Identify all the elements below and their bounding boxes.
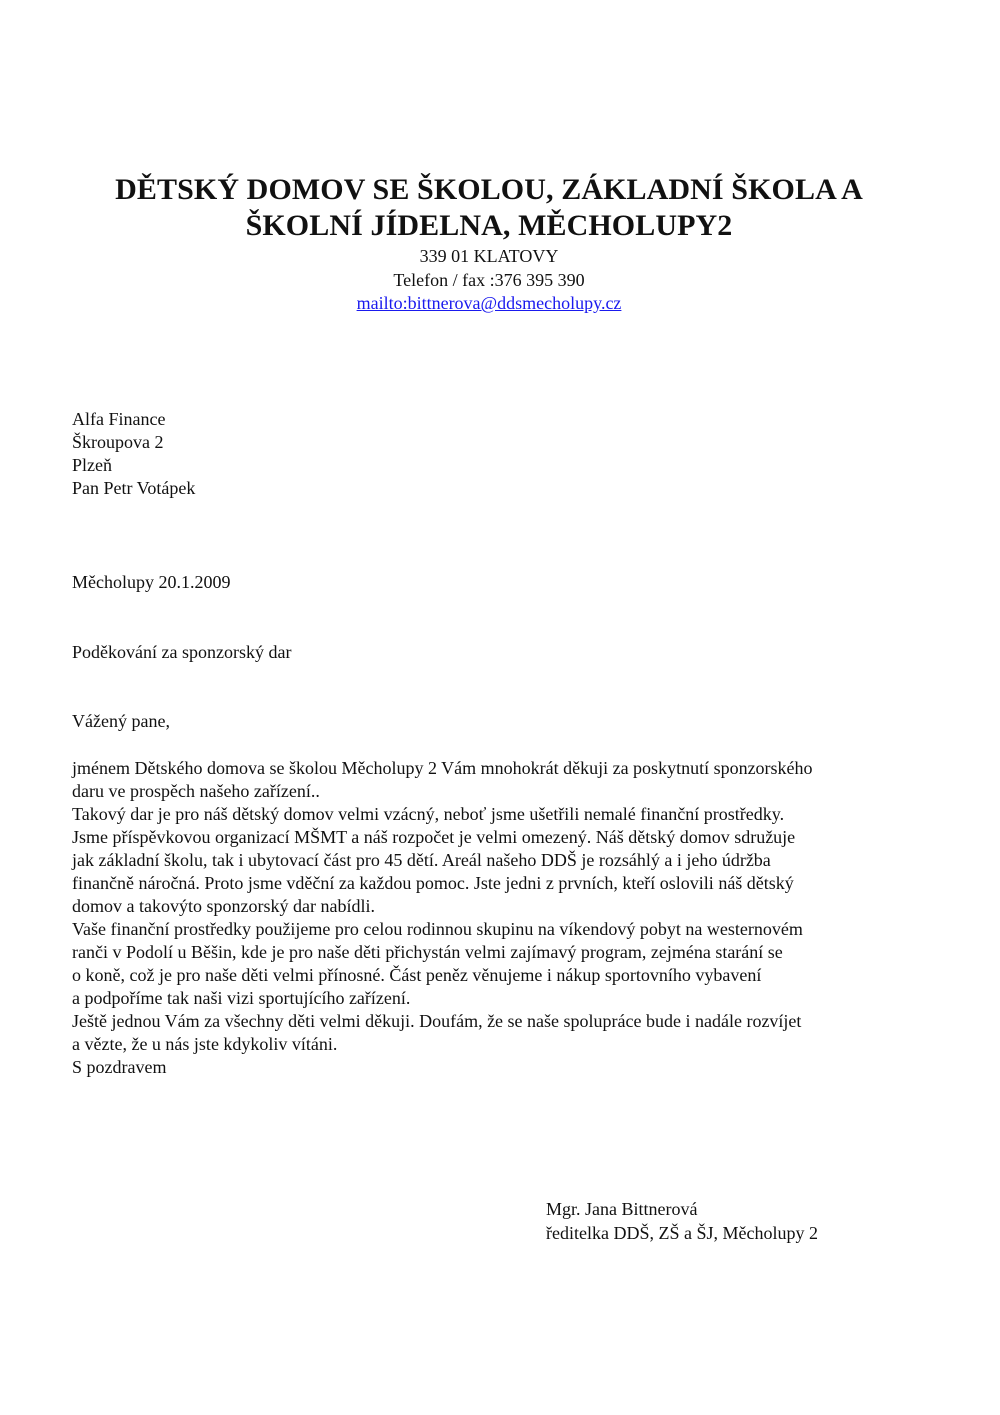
body-line: daru ve prospěch našeho zařízení..: [72, 781, 320, 801]
letter-date: Měcholupy 20.1.2009: [72, 572, 231, 592]
postal-address: 339 01 KLATOVY: [419, 246, 559, 266]
recipient-line: Plzeň: [72, 455, 112, 475]
email-link[interactable]: mailto:bittnerova@ddsmecholupy.cz: [356, 293, 622, 313]
signature-block: [546, 1197, 818, 1245]
body-line: a podpoříme tak naši vizi sportujícího zařízení.: [72, 988, 411, 1008]
phone-fax: Telefon / fax :376 395 390: [393, 270, 585, 290]
body-line: Vaše finanční prostředky použijeme pro celou rodinnou skupinu na víkendový pobyt na westernovém: [72, 919, 803, 939]
body-line: jménem Dětského domova se školou Měcholupy 2 Vám mnohokrát děkuji za poskytnutí sponzorského: [72, 758, 813, 778]
body-line: o koně, což je pro naše děti velmi přínosné. Část peněz věnujeme i nákup sportovního vybavení: [72, 965, 762, 985]
recipient-address: [72, 408, 195, 500]
signatory-title: ředitelka DDŠ, ZŠ a ŠJ, Měcholupy 2: [546, 1223, 818, 1243]
body-line: Takový dar je pro náš dětský domov velmi vzácný, neboť jsme ušetřili nemalé finanční prostředky.: [72, 804, 785, 824]
letter-subject: Poděkování za sponzorský dar: [72, 642, 292, 662]
letterhead: [0, 172, 978, 314]
body-line: ranči v Podolí u Běšin, kde je pro naše děti přichystán velmi zajímavý program, zejména starání se: [72, 942, 783, 962]
body-line: jak základní školu, tak i ubytovací část pro 45 dětí. Areál našeho DDŠ je rozsáhlý a i jeho údržba: [72, 850, 771, 870]
recipient-line: Pan Petr Votápek: [72, 478, 196, 498]
body-line: a vězte, že u nás jste kdykoliv vítáni.: [72, 1034, 338, 1054]
salutation: Vážený pane,: [72, 711, 170, 731]
recipient-line: Škroupova 2: [72, 432, 164, 452]
organization-title-line-1: DĚTSKÝ DOMOV SE ŠKOLOU, ZÁKLADNÍ ŠKOLA A: [115, 173, 863, 206]
closing-line: S pozdravem: [72, 1057, 167, 1077]
body-line: Ještě jednou Vám za všechny děti velmi děkuji. Doufám, že se naše spolupráce bude i nadále rozvíjet: [72, 1011, 802, 1031]
body-line: Jsme příspěvkovou organizací MŠMT a náš rozpočet je velmi omezený. Náš dětský domov sdružuje: [72, 827, 796, 847]
signatory-name: Mgr. Jana Bittnerová: [546, 1199, 698, 1219]
body-line: finančně náročná. Proto jsme vděční za každou pomoc. Jste jedni z prvních, kteří oslovili náš dětský: [72, 873, 794, 893]
recipient-line: Alfa Finance: [72, 409, 166, 429]
letter-body: [72, 757, 912, 1079]
body-line: domov a takovýto sponzorský dar nabídli.: [72, 896, 375, 916]
organization-title-line-2: ŠKOLNÍ JÍDELNA, MĚCHOLUPY2: [245, 209, 733, 242]
